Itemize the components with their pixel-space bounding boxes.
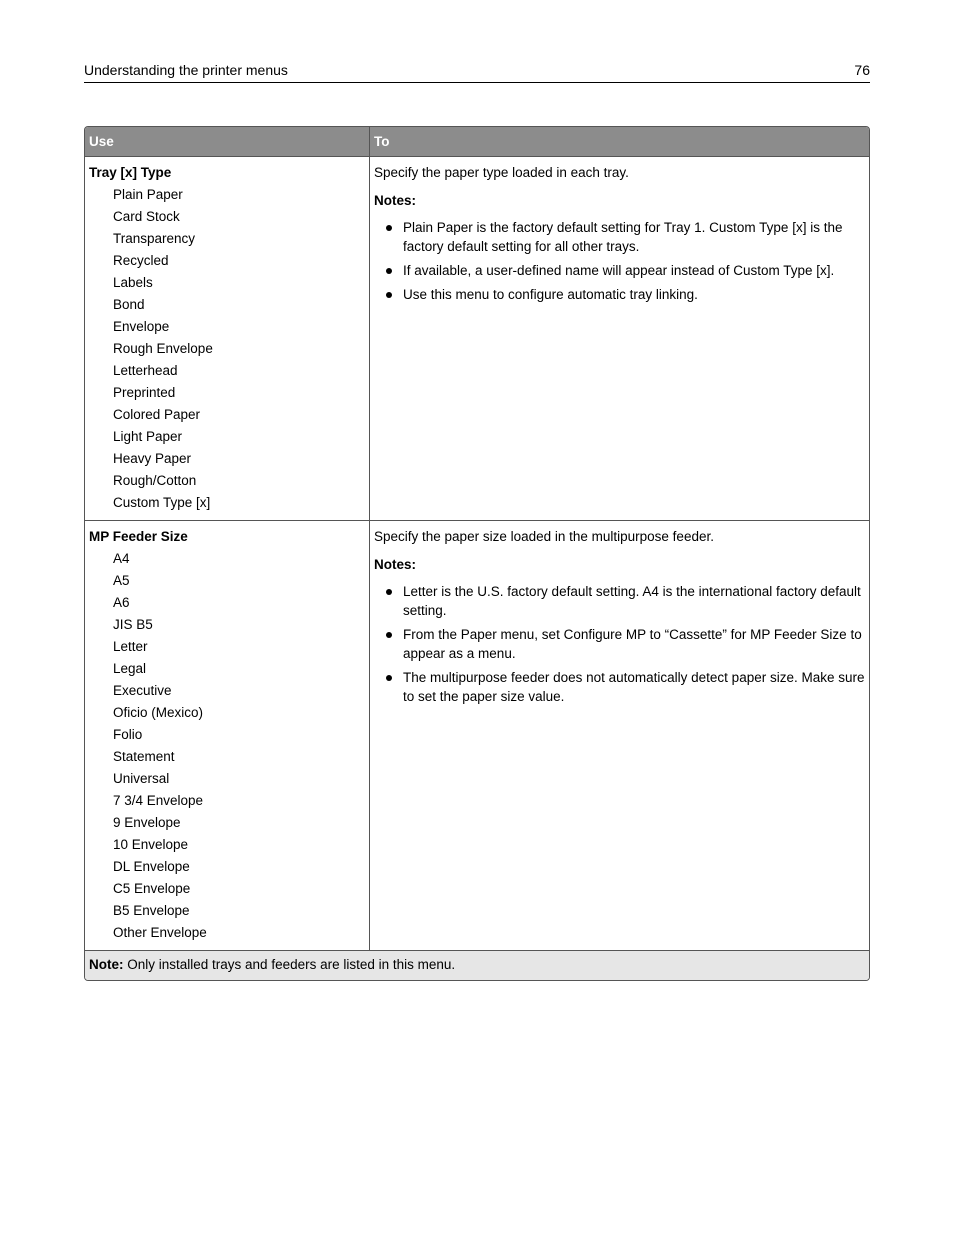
note-text: The multipurpose feeder does not automatically detect paper size. Make sure to set the paper size value. [403, 670, 865, 704]
bullet-icon [386, 292, 392, 298]
menu-option: Labels [113, 275, 153, 290]
note-item [374, 218, 865, 256]
notes-label: Notes: [374, 557, 417, 572]
menu-option: Card Stock [113, 209, 180, 224]
table-header-row [85, 127, 869, 157]
use-cell [85, 521, 370, 950]
menu-option: Rough/Cotton [113, 473, 197, 488]
bullet-icon [386, 225, 392, 231]
menu-option: Heavy Paper [113, 451, 192, 466]
menu-option: Custom Type [x] [113, 495, 211, 510]
menu-option: Colored Paper [113, 407, 201, 422]
footer-note-label: Note: [89, 957, 124, 972]
menu-option: Bond [113, 297, 145, 312]
menu-option: Recycled [113, 253, 169, 268]
note-text: Plain Paper is the factory default setting for Tray 1. Custom Type [x] is the factory default setting for all other trays. [403, 220, 843, 254]
bullet-icon [386, 589, 392, 595]
menu-name: MP Feeder Size [89, 529, 188, 544]
menu-option: 7 3/4 Envelope [113, 793, 204, 808]
table-row [85, 157, 869, 521]
menu-option: Letterhead [113, 363, 178, 378]
menu-option: Transparency [113, 231, 196, 246]
note-text: Use this menu to configure automatic tray linking. [403, 287, 698, 302]
menu-option: Legal [113, 661, 147, 676]
menu-option: DL Envelope [113, 859, 190, 874]
menu-table [84, 126, 870, 981]
notes-label: Notes: [374, 193, 417, 208]
footer-note-text: Only installed trays and feeders are listed in this menu. [123, 957, 456, 972]
note-item [374, 582, 865, 620]
menu-option: Oficio (Mexico) [113, 705, 204, 720]
option-list [89, 184, 365, 514]
menu-name: Tray [x] Type [89, 165, 172, 180]
to-cell [370, 157, 869, 520]
page-number: 76 [854, 62, 870, 78]
menu-option: Envelope [113, 319, 170, 334]
menu-option: A6 [113, 595, 130, 610]
menu-option: C5 Envelope [113, 881, 191, 896]
notes-list [374, 582, 865, 706]
menu-option: B5 Envelope [113, 903, 190, 918]
menu-option: Preprinted [113, 385, 176, 400]
note-item [374, 261, 865, 280]
menu-option: A5 [113, 573, 130, 588]
menu-option: A4 [113, 551, 130, 566]
note-text: Letter is the U.S. factory default setting. A4 is the international factory default setting. [403, 584, 861, 618]
note-item [374, 668, 865, 706]
menu-option: Folio [113, 727, 143, 742]
option-list [89, 548, 365, 944]
bullet-icon [386, 675, 392, 681]
note-item [374, 625, 865, 663]
menu-option: Statement [113, 749, 175, 764]
page-title: Understanding the printer menus [84, 62, 288, 78]
menu-option: 10 Envelope [113, 837, 189, 852]
table-row [85, 521, 869, 951]
note-text: From the Paper menu, set Configure MP to “Cassette” for MP Feeder Size to appear as a menu. [403, 627, 862, 661]
menu-option: JIS B5 [113, 617, 153, 632]
description: Specify the paper type loaded in each tray. [374, 165, 629, 180]
menu-option: Executive [113, 683, 172, 698]
to-cell [370, 521, 869, 950]
note-item [374, 285, 865, 304]
column-header-use: Use [85, 127, 370, 156]
menu-option: Letter [113, 639, 148, 654]
menu-option: Universal [113, 771, 170, 786]
page-header [84, 60, 870, 83]
use-cell [85, 157, 370, 520]
description: Specify the paper size loaded in the multipurpose feeder. [374, 529, 714, 544]
note-text: If available, a user-defined name will appear instead of Custom Type [x]. [403, 263, 835, 278]
menu-option: Other Envelope [113, 925, 207, 940]
menu-option: Light Paper [113, 429, 183, 444]
bullet-icon [386, 632, 392, 638]
menu-option: Plain Paper [113, 187, 183, 202]
menu-option: Rough Envelope [113, 341, 213, 356]
bullet-icon [386, 268, 392, 274]
table-footer-note [85, 951, 869, 980]
menu-option: 9 Envelope [113, 815, 181, 830]
column-header-to: To [374, 134, 390, 149]
notes-list [374, 218, 865, 304]
